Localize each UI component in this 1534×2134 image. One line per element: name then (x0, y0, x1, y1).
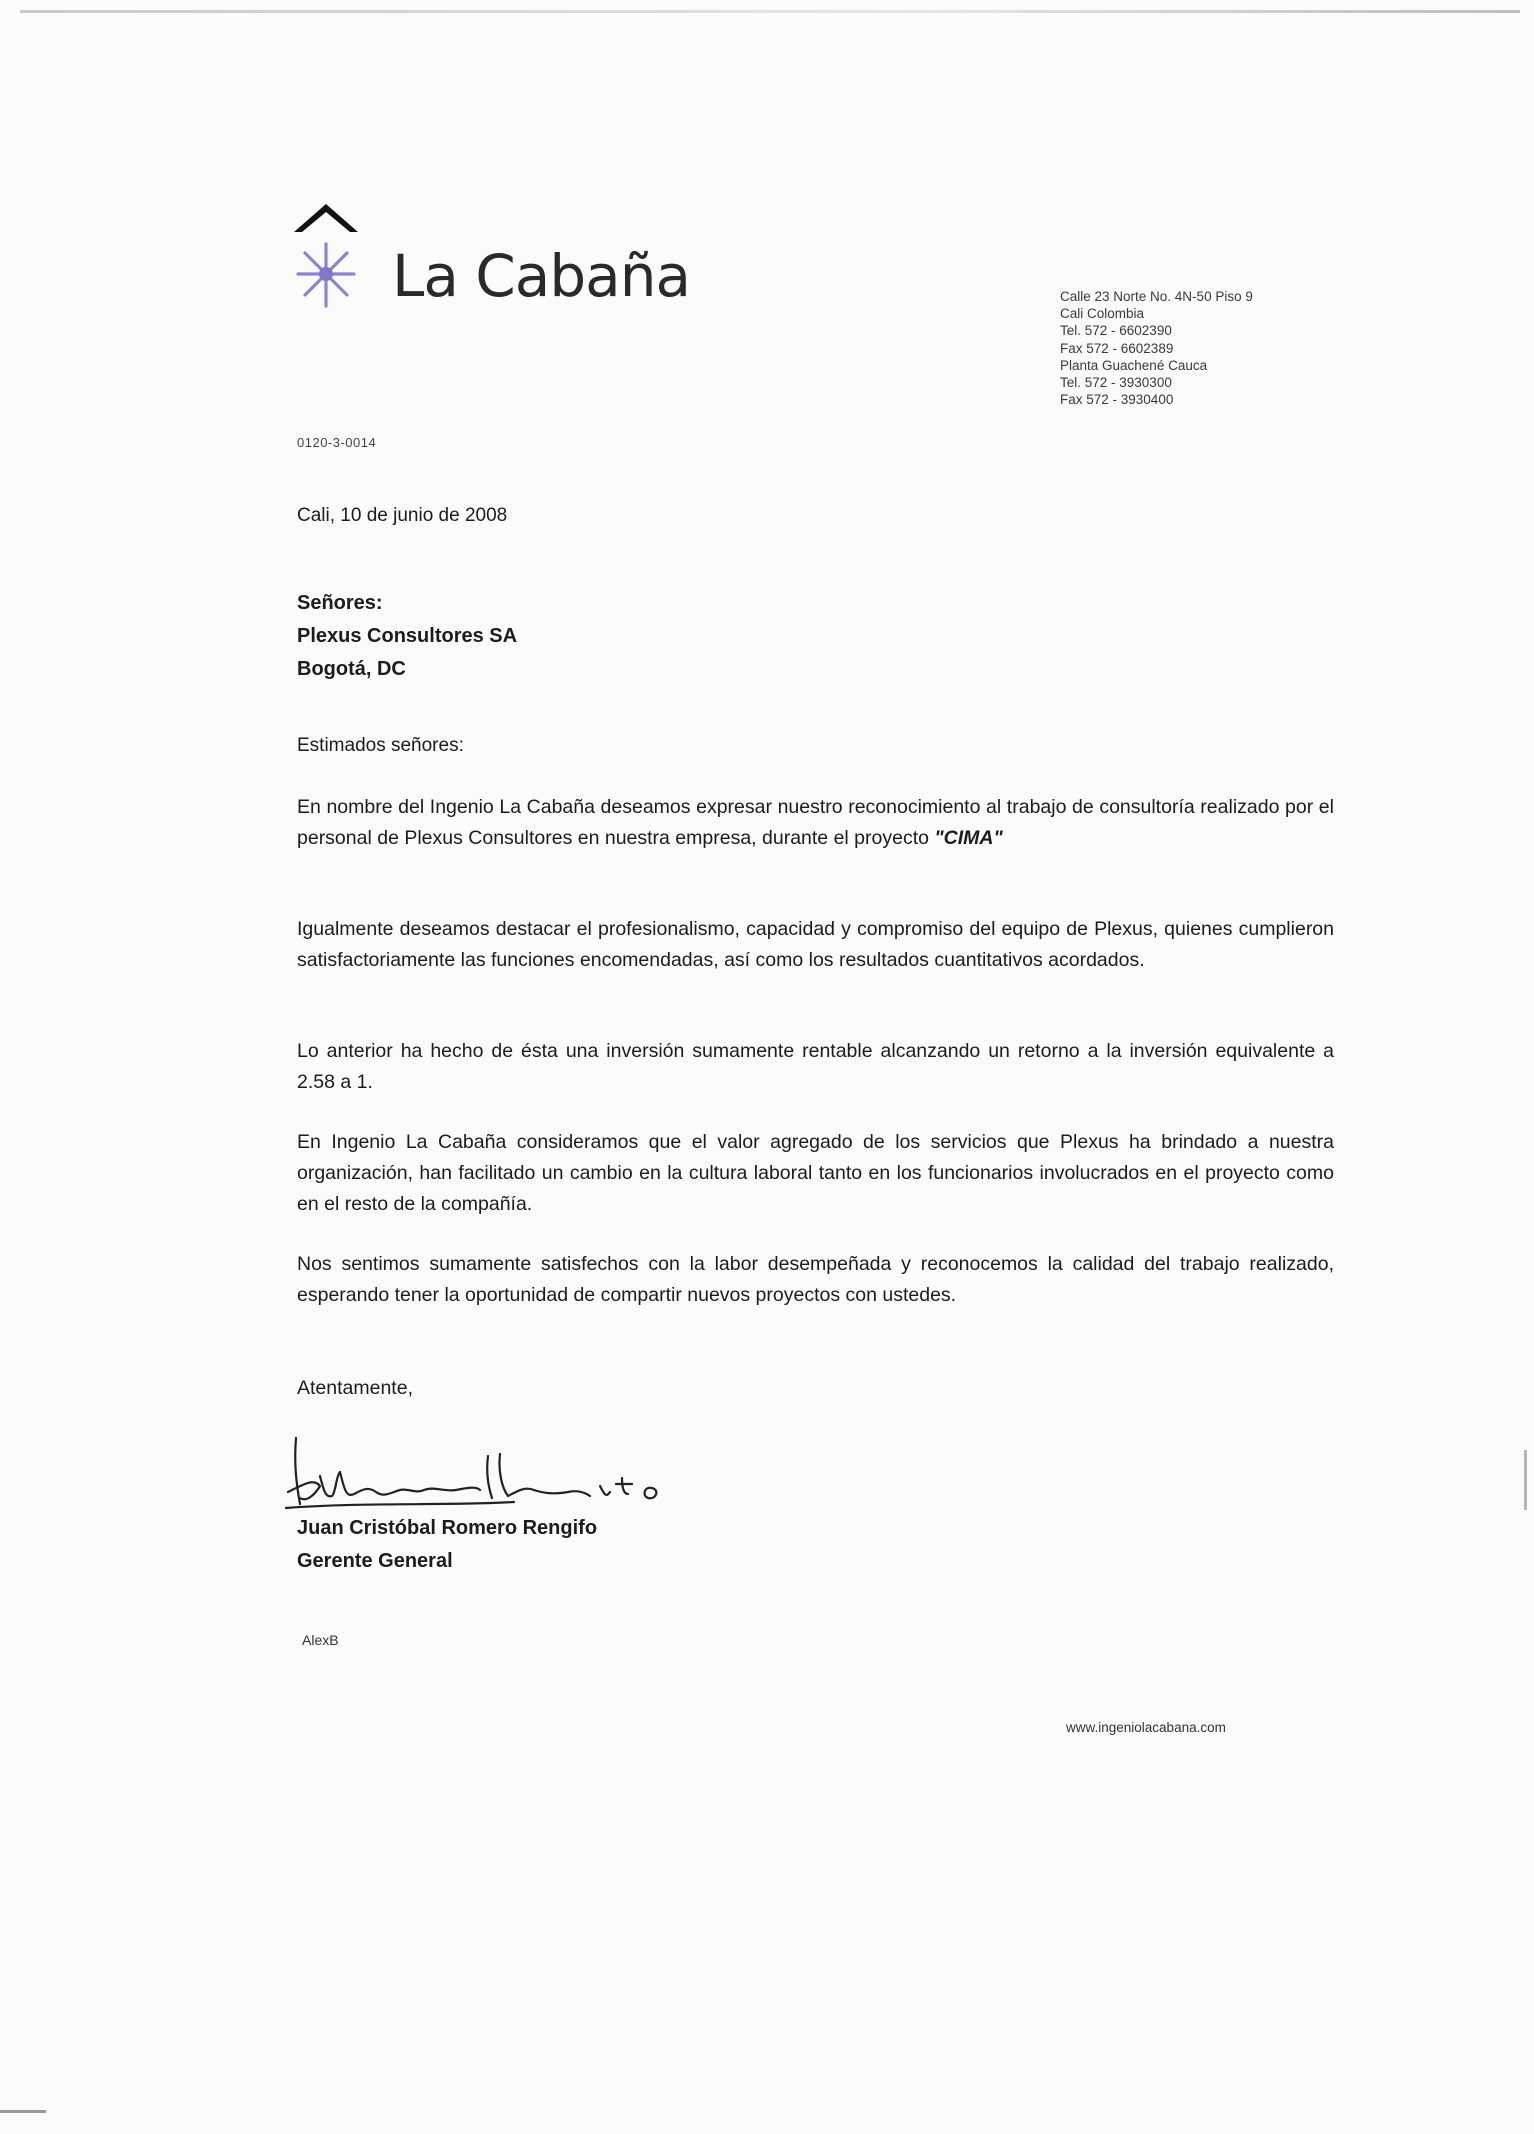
signer-name: Juan Cristóbal Romero Rengifo (297, 1517, 598, 1539)
recipient-line: Plexus Consultores SA (297, 625, 518, 647)
signer-title: Gerente General (297, 1550, 453, 1572)
scan-edge-top (20, 10, 1520, 13)
body-paragraph-4: En Ingenio La Cabaña consideramos que el valor agregado de los servicios que Plexus ha brindado a nuestra organización, han facilitado un cambio en la cultura laboral tanto en los funcionarios involucrados en el proyecto como en el resto de la compañía. (297, 1131, 1334, 1215)
reference-number: 0120-3-0014 (297, 435, 377, 450)
address-line: Cali Colombia (1060, 306, 1145, 322)
body-paragraph-5: Nos sentimos sumamente satisfechos con la labor desempeñada y reconocemos la calidad del trabajo realizado, esperando tener la oportunidad de compartir nuevos proyectos con ustedes. (297, 1253, 1334, 1306)
body-paragraph-3: Lo anterior ha hecho de ésta una inversión sumamente rentable alcanzando un retorno a la inversión equivalente a 2.58 a 1. (297, 1040, 1334, 1093)
recipient-line: Bogotá, DC (297, 658, 406, 680)
recipient-block (297, 587, 517, 686)
address-line: Calle 23 Norte No. 4N-50 Piso 9 (1060, 289, 1253, 304)
scan-edge-right (1524, 1450, 1527, 1510)
handwritten-signature (284, 1432, 724, 1524)
company-website: www.ingeniolacabana.com (1066, 1720, 1226, 1735)
address-line: Fax 572 - 6602389 (1060, 340, 1174, 356)
closing: Atentamente, (297, 1377, 413, 1399)
letterhead-address-block (1060, 288, 1253, 408)
house-roof-star-logo-icon (292, 200, 392, 330)
address-line: Tel. 572 - 3930300 (1060, 375, 1172, 391)
recipient-line: Señores: (297, 592, 383, 614)
address-line: Fax 572 - 3930400 (1060, 392, 1174, 408)
typist-initials: AlexB (302, 1632, 339, 1648)
letter-date: Cali, 10 de junio de 2008 (297, 505, 508, 526)
scan-edge-left (0, 2110, 46, 2113)
body-paragraph-2: Igualmente deseamos destacar el profesionalismo, capacidad y compromiso del equipo de Plexus, quienes cumplieron satisfactoriamente las funciones encomendadas, así como los resultados cuantitativos acordados. (297, 918, 1334, 971)
company-logo (292, 200, 690, 330)
address-line: Planta Guachené Cauca (1060, 357, 1208, 373)
project-name: "CIMA" (934, 827, 1003, 849)
address-line: Tel. 572 - 6602390 (1060, 323, 1172, 339)
signer-block (297, 1512, 597, 1578)
greeting: Estimados señores: (297, 735, 464, 756)
paragraph-text: En nombre del Ingenio La Cabaña deseamos expresar nuestro reconocimiento al trabajo de consultoría realizado por el personal de Plexus Consultores en nuestra empresa, durante el proyecto (297, 796, 1334, 849)
body-paragraph-1 (297, 792, 1334, 854)
company-name: La Cabaña (392, 242, 690, 310)
